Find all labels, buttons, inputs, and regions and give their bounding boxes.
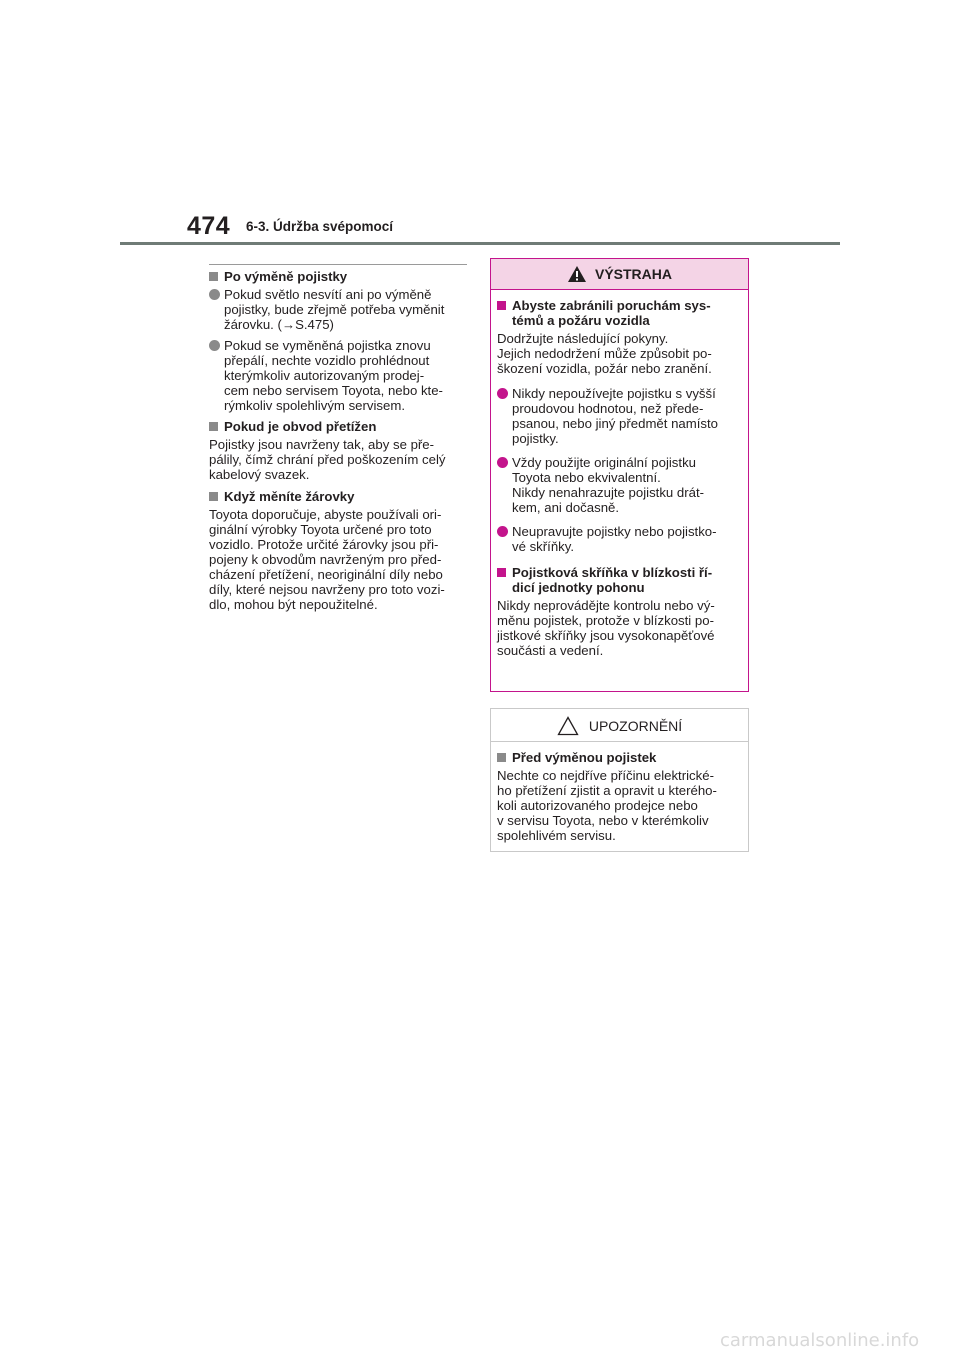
square-bullet-icon <box>497 568 506 577</box>
warning-heading-fuse-box: Pojistková skříňka v blízkosti ří- dicí jednotky pohonu <box>497 565 742 595</box>
paragraph: Nikdy neprovádějte kontrolu nebo vý- měnu pojistek, protože v blízkosti po- jistkové skříňky jsou vysokonapěťové součásti a vedení. <box>497 598 715 658</box>
heading-overloaded-circuit: Pokud je obvod přetížen <box>209 419 467 434</box>
round-bullet-icon <box>497 526 508 537</box>
caution-header <box>491 711 748 742</box>
bullet-item: Neupravujte pojistky nebo pojistko- vé skříňky. <box>497 524 742 554</box>
round-bullet-icon <box>497 457 508 468</box>
paragraph: Toyota doporučuje, abyste používali ori- ginální výrobky Toyota určené pro toto vozidlo. Protože určité žárovky jsou při- pojeny k obvodům navrženým pro před- cházení přetížení, neoriginální díly nebo díly, které nejsou navrženy pro toto vozi- dlo, mohou být nepoužitelné. <box>209 507 445 612</box>
caution-title: UPOZORNĚNÍ <box>588 718 683 734</box>
warning-box <box>490 258 749 692</box>
square-bullet-icon <box>209 492 218 501</box>
square-bullet-icon <box>497 753 506 762</box>
caution-box <box>490 708 749 852</box>
round-bullet-icon <box>497 388 508 399</box>
section-title: 6-3. Údržba svépomocí <box>246 219 394 234</box>
bullet-item: Pokud světlo nesvítí ani po výměně pojistky, bude zřejmě potřeba vyměnit žárovku. (→S.475) <box>209 287 467 332</box>
bullet-item: Vždy použijte originální pojistku Toyota nebo ekvivalentní. Nikdy nenahrazujte pojistku drát- kem, ani dočasně. <box>497 455 742 515</box>
left-column <box>209 264 467 619</box>
caution-heading-before-replacement: Před výměnou pojistek <box>497 750 742 765</box>
header-rule <box>120 242 840 245</box>
bullet-item: Nikdy nepoužívejte pojistku s vyšší proudovou hodnotou, než přede- psanou, nebo jiný předmět namísto pojistky. <box>497 386 742 446</box>
paragraph: Dodržujte následující pokyny. Jejich nedodržení může způsobit po- škození vozidla, požár nebo zranění. <box>497 331 712 376</box>
bullet-item: Pokud se vyměněná pojistka znovu přepálí, nechte vozidlo prohlédnout kterýmkoliv autorizovaným prodej- cem nebo servisem Toyota, nebo kte- rýmkoliv spolehlivým servisem. <box>209 338 467 413</box>
warning-header <box>491 259 748 290</box>
square-bullet-icon <box>497 301 506 310</box>
square-bullet-icon <box>209 272 218 281</box>
round-bullet-icon <box>209 340 220 351</box>
column-rule <box>209 264 467 265</box>
warning-title: VÝSTRAHA <box>594 266 672 282</box>
paragraph: Nechte co nejdříve příčinu elektrické- ho přetížení zjistit a opravit u kterého- koli autorizovaného prodejce nebo v servisu Toyota, nebo v kterémkoliv spolehlivém servisu. <box>497 768 717 843</box>
heading-replacing-bulbs: Když měníte žárovky <box>209 489 467 504</box>
warning-triangle-icon <box>567 265 587 283</box>
round-bullet-icon <box>209 289 220 300</box>
paragraph: Pojistky jsou navrženy tak, aby se pře- pálily, čímž chrání před poškozením celý kabelový svazek. <box>209 437 446 482</box>
heading-after-replacement: Po výměně pojistky <box>209 269 467 284</box>
page-number: 474 <box>187 212 231 240</box>
square-bullet-icon <box>209 422 218 431</box>
footer-watermark: carmanualsonline.info <box>720 1330 920 1351</box>
warning-heading-prevent-fire: Abyste zabránili poruchám sys- témů a požáru vozidla <box>497 298 742 328</box>
caution-triangle-icon <box>557 716 579 736</box>
